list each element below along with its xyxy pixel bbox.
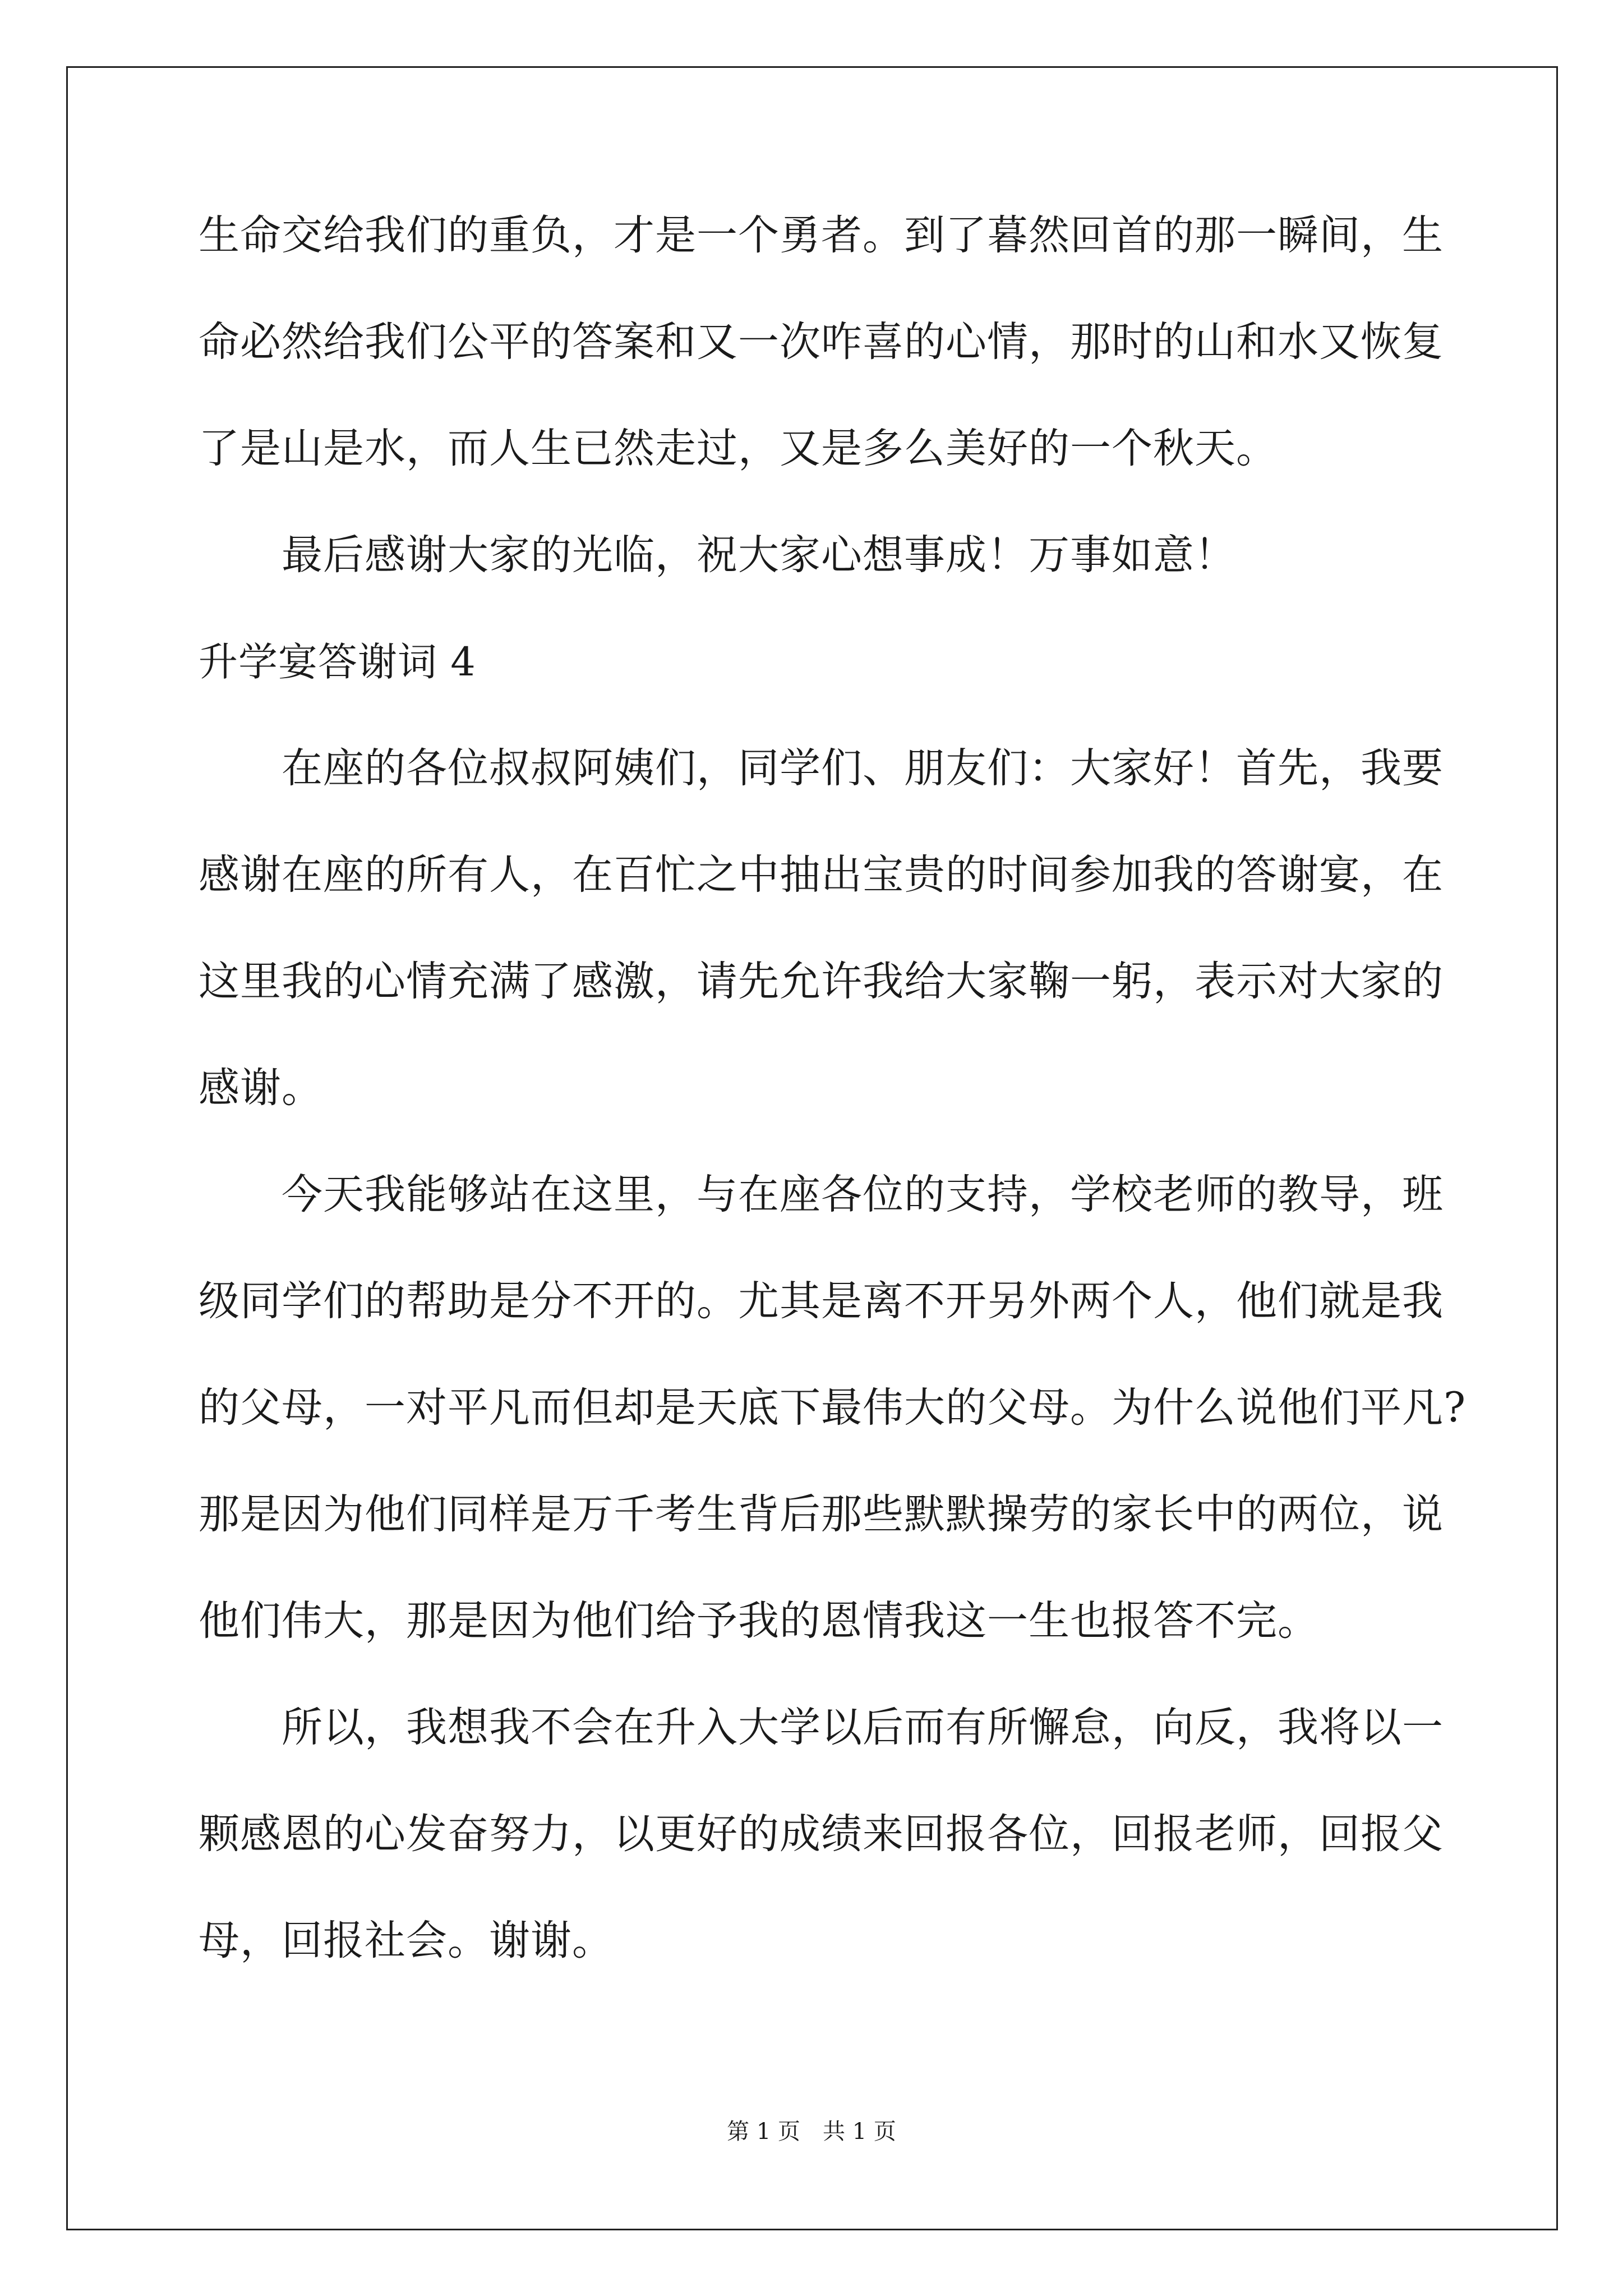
- paragraph-line: 感谢在座的所有人，在百忙之中抽出宝贵的时间参加我的答谢宴，在: [199, 851, 1444, 899]
- paragraph-line: 生命交给我们的重负，才是一个勇者。到了暮然回首的那一瞬间，生: [199, 211, 1444, 259]
- paragraph-line: 级同学们的帮助是分不开的。尤其是离不开另外两个人，他们就是我: [199, 1277, 1444, 1325]
- paragraph-line: 颗感恩的心发奋努力，以更好的成绩来回报各位，回报老师，回报父: [199, 1810, 1444, 1858]
- paragraph-line: 这里我的心情充满了感激，请先允许我给大家鞠一躬，表示对大家的: [199, 958, 1444, 1005]
- paragraph-line: 命必然给我们公平的答案和又一次咋喜的心情，那时的山和水又恢复: [199, 318, 1444, 366]
- page-border: [66, 66, 1558, 2230]
- paragraph-line: 感谢。: [199, 1064, 323, 1112]
- page-number-footer: 第 1 页 共 1 页: [727, 2119, 896, 2145]
- paragraph-line: 他们伟大，那是因为他们给予我的恩情我这一生也报答不完。: [199, 1597, 1319, 1645]
- paragraph-line: 的父母，一对平凡而但却是天底下最伟大的父母。为什么说他们平凡?: [199, 1384, 1467, 1432]
- paragraph-line: 在座的各位叔叔阿姨们，同学们、朋友们：大家好！首先，我要: [282, 744, 1444, 792]
- paragraph-line: 最后感谢大家的光临，祝大家心想事成！万事如意！: [282, 531, 1236, 579]
- section-heading: 升学宴答谢词 4: [199, 639, 476, 685]
- paragraph-line: 了是山是水，而人生已然走过，又是多么美好的一个秋天。: [199, 425, 1278, 472]
- paragraph-line: 那是因为他们同样是万千考生背后那些默默操劳的家长中的两位，说: [199, 1490, 1444, 1538]
- paragraph-line: 母，回报社会。谢谢。: [199, 1917, 614, 1964]
- paragraph-line: 所以，我想我不会在升入大学以后而有所懈怠，向反，我将以一: [282, 1704, 1444, 1751]
- paragraph-line: 今天我能够站在这里，与在座各位的支持，学校老师的教导，班: [282, 1171, 1444, 1218]
